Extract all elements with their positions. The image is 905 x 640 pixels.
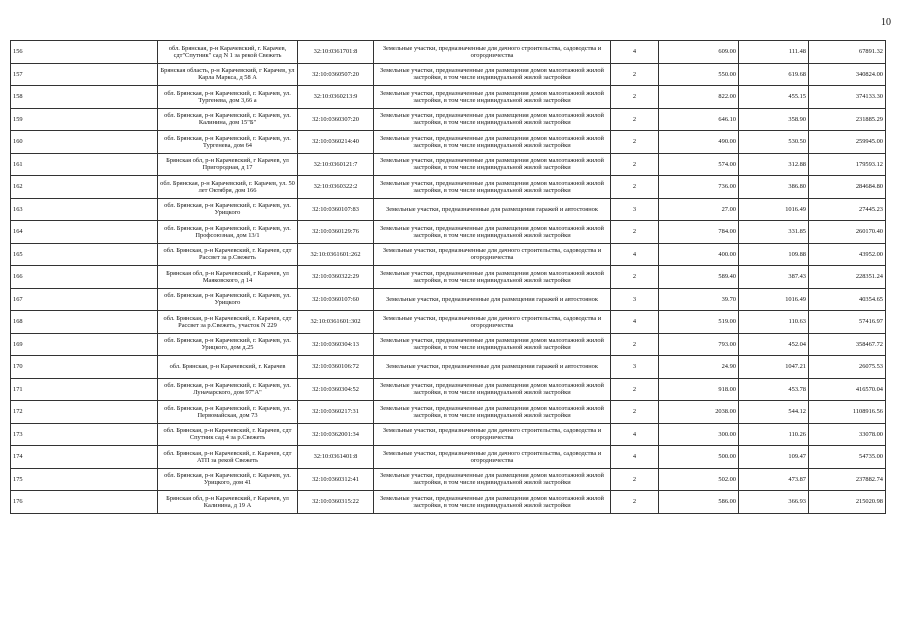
specific-value-cell: 544.12 [739,401,809,424]
group-number-cell: 2 [611,86,659,109]
permitted-use-cell: Земельные участки, предназначенные для размещения домов малоэтажной жилой застройки, в том числе индивидуальной жилой застройки [374,468,611,491]
cadastral-value-cell: 259945.00 [809,131,886,154]
group-number-cell: 4 [611,423,659,446]
group-number-cell: 2 [611,378,659,401]
group-number-cell: 2 [611,468,659,491]
specific-value-cell: 331.85 [739,221,809,244]
row-number: 157 [11,63,158,86]
row-number: 165 [11,243,158,266]
address-cell: обл. Брянская, р-н Карачевский, г. Карачев, ул. Урицкого [158,288,298,311]
group-number-cell: 4 [611,41,659,64]
table-row [11,266,886,289]
permitted-use-cell: Земельные участки, предназначенные для размещения домов малоэтажной жилой застройки, в том числе индивидуальной жилой застройки [374,153,611,176]
cadastral-value-cell: 33078.00 [809,423,886,446]
group-number-cell: 2 [611,221,659,244]
area-cell: 502.00 [659,468,739,491]
row-number: 171 [11,378,158,401]
area-cell: 736.00 [659,176,739,199]
specific-value-cell: 1016.49 [739,198,809,221]
table-row [11,108,886,131]
cadastral-number-cell: 32:10:0362001:34 [298,423,374,446]
cadastral-number-cell: 32:10:0360107:60 [298,288,374,311]
area-cell: 500.00 [659,446,739,469]
table-row [11,401,886,424]
area-cell: 822.00 [659,86,739,109]
address-cell: обл. Брянская, р-н Карачевский, г. Карачев, ул. Калинина, дом 15"Б" [158,108,298,131]
group-number-cell: 2 [611,333,659,356]
row-number: 164 [11,221,158,244]
row-number: 176 [11,491,158,514]
address-cell: обл. Брянская, р-н Карачевский, г. Карачев, сдт Рассвет за р.Свежеть, участок N 229 [158,311,298,334]
cadastral-value-cell: 43952.00 [809,243,886,266]
table-row [11,468,886,491]
area-cell: 39.70 [659,288,739,311]
area-cell: 918.00 [659,378,739,401]
address-cell: обл. Брянская, р-н Карачевский, г. Карачев, ул. Урицкого, дом 41 [158,468,298,491]
specific-value-cell: 473.87 [739,468,809,491]
address-cell: обл. Брянская, р-н Карачевский, г. Карачев, ул. Профсоюзная, дом 13/1 [158,221,298,244]
table-row [11,221,886,244]
permitted-use-cell: Земельные участки, предназначенные для размещения домов малоэтажной жилой застройки, в том числе индивидуальной жилой застройки [374,131,611,154]
table-row [11,41,886,64]
permitted-use-cell: Земельные участки, предназначенные для дачного строительства, садоводства и огородничества [374,423,611,446]
specific-value-cell: 111.48 [739,41,809,64]
cadastral-value-cell: 67891.32 [809,41,886,64]
specific-value-cell: 109.88 [739,243,809,266]
cadastral-value-cell: 54735.00 [809,446,886,469]
cadastral-value-cell: 1108916.56 [809,401,886,424]
cadastral-value-cell: 340824.00 [809,63,886,86]
permitted-use-cell: Земельные участки, предназначенные для размещения домов малоэтажной жилой застройки, в том числе индивидуальной жилой застройки [374,108,611,131]
table-row [11,491,886,514]
cadastral-number-cell: 32:10:0360107:83 [298,198,374,221]
specific-value-cell: 455.15 [739,86,809,109]
group-number-cell: 2 [611,491,659,514]
group-number-cell: 2 [611,131,659,154]
group-number-cell: 3 [611,198,659,221]
cadastral-number-cell: 32:10:0360129:76 [298,221,374,244]
permitted-use-cell: Земельные участки, предназначенные для размещения домов малоэтажной жилой застройки, в том числе индивидуальной жилой застройки [374,86,611,109]
address-cell: обл. Брянская, р-н Карачевский, г. Карачев [158,356,298,379]
address-cell: обл. Брянская, р-н Карачевский, г. Карачев, сдт АТП за рекой Свежеть [158,446,298,469]
group-number-cell: 2 [611,401,659,424]
specific-value-cell: 530.50 [739,131,809,154]
address-cell: Брянская обл, р-н Карачевский, г Карачев, ул Калинина, д 19 А [158,491,298,514]
table-row [11,311,886,334]
permitted-use-cell: Земельные участки, предназначенные для размещения домов малоэтажной жилой застройки, в том числе индивидуальной жилой застройки [374,63,611,86]
row-number: 169 [11,333,158,356]
area-cell: 574.00 [659,153,739,176]
row-number: 174 [11,446,158,469]
table-row [11,198,886,221]
cadastral-value-cell: 284684.80 [809,176,886,199]
cadastral-value-cell: 416570.04 [809,378,886,401]
specific-value-cell: 110.26 [739,423,809,446]
specific-value-cell: 386.80 [739,176,809,199]
cadastral-value-cell: 27445.23 [809,198,886,221]
area-cell: 550.00 [659,63,739,86]
permitted-use-cell: Земельные участки, предназначенные для размещения домов малоэтажной жилой застройки, в том числе индивидуальной жилой застройки [374,333,611,356]
address-cell: обл. Брянская, р-н Карачевский, г. Карачев, ул. Тургенева, дом 3,66 а [158,86,298,109]
specific-value-cell: 1047.21 [739,356,809,379]
row-number: 163 [11,198,158,221]
row-number: 166 [11,266,158,289]
row-number: 170 [11,356,158,379]
table-row [11,423,886,446]
group-number-cell: 2 [611,176,659,199]
specific-value-cell: 358.90 [739,108,809,131]
address-cell: обл. Брянская, р-н Карачевский, г. Карачев, ул. Луначарского, дом 97"А" [158,378,298,401]
permitted-use-cell: Земельные участки, предназначенные для дачного строительства, садоводства и огородничества [374,243,611,266]
address-cell: обл. Брянская, р-н Карачевский, г. Карачев, ул. Первомайская, дом 73 [158,401,298,424]
address-cell: обл. Брянская, р-н Карачевский, г. Карачев, сдт Рассвет за р.Свежеть [158,243,298,266]
permitted-use-cell: Земельные участки, предназначенные для размещения домов малоэтажной жилой застройки, в том числе индивидуальной жилой застройки [374,491,611,514]
row-number: 160 [11,131,158,154]
cadastral-value-cell: 231885.29 [809,108,886,131]
specific-value-cell: 452.04 [739,333,809,356]
permitted-use-cell: Земельные участки, предназначенные для размещения домов малоэтажной жилой застройки, в том числе индивидуальной жилой застройки [374,221,611,244]
address-cell: Брянская область, р-н Карачевский, г Карачев, ул Карла Маркса, д 58 А [158,63,298,86]
specific-value-cell: 110.63 [739,311,809,334]
address-cell: Брянская обл, р-н Карачевский, г Карачев, ул Маяковского, д 14 [158,266,298,289]
table-row [11,63,886,86]
cadastral-number-cell: 32:10:0360106:72 [298,356,374,379]
cadastral-value-cell: 57416.97 [809,311,886,334]
group-number-cell: 4 [611,446,659,469]
area-cell: 646.10 [659,108,739,131]
row-number: 161 [11,153,158,176]
table-row [11,176,886,199]
cadastral-number-cell: 32:10:0360312:41 [298,468,374,491]
address-cell: обл. Брянская, р-н Карачевский, г. Карачев, ул. 50 лет Октября, дом 166 [158,176,298,199]
permitted-use-cell: Земельные участки, предназначенные для размещения гаражей и автостоянок [374,288,611,311]
cadastral-value-cell: 40354.65 [809,288,886,311]
row-number: 168 [11,311,158,334]
cadastral-number-cell: 32:10:0360213:9 [298,86,374,109]
permitted-use-cell: Земельные участки, предназначенные для размещения домов малоэтажной жилой застройки, в том числе индивидуальной жилой застройки [374,378,611,401]
table-row [11,131,886,154]
row-number: 158 [11,86,158,109]
area-cell: 519.00 [659,311,739,334]
group-number-cell: 2 [611,153,659,176]
permitted-use-cell: Земельные участки, предназначенные для размещения гаражей и автостоянок [374,198,611,221]
area-cell: 2038.00 [659,401,739,424]
area-cell: 400.00 [659,243,739,266]
table-row [11,356,886,379]
specific-value-cell: 619.68 [739,63,809,86]
table-row [11,288,886,311]
cadastral-number-cell: 32:10:0360214:40 [298,131,374,154]
cadastral-number-cell: 32:10:0361601:302 [298,311,374,334]
specific-value-cell: 1016.49 [739,288,809,311]
permitted-use-cell: Земельные участки, предназначенные для размещения домов малоэтажной жилой застройки, в том числе индивидуальной жилой застройки [374,401,611,424]
cadastral-value-cell: 179593.12 [809,153,886,176]
page-number: 10 [881,17,891,28]
area-cell: 586.00 [659,491,739,514]
address-cell: обл. Брянская, р-н Карачевский, г. Карачев, ул. Урицкого [158,198,298,221]
area-cell: 490.00 [659,131,739,154]
row-number: 175 [11,468,158,491]
specific-value-cell: 387.43 [739,266,809,289]
group-number-cell: 3 [611,356,659,379]
table-row [11,153,886,176]
cadastral-number-cell: 32:10:0360304:52 [298,378,374,401]
row-number: 173 [11,423,158,446]
cadastral-number-cell: 32:10:0361401:8 [298,446,374,469]
table-row [11,86,886,109]
group-number-cell: 2 [611,63,659,86]
address-cell: обл. Брянская, р-н Карачевский, г. Карачев, сдт"Спутник" сад N 1 за рекой Свежеть [158,41,298,64]
row-number: 162 [11,176,158,199]
specific-value-cell: 312.88 [739,153,809,176]
area-cell: 784.00 [659,221,739,244]
group-number-cell: 4 [611,311,659,334]
row-number: 167 [11,288,158,311]
table-row [11,243,886,266]
cadastral-value-cell: 237882.74 [809,468,886,491]
cadastral-number-cell: 32:10:0360217:31 [298,401,374,424]
cadastral-value-cell: 26075.53 [809,356,886,379]
cadastral-value-cell: 228351.24 [809,266,886,289]
table-row [11,446,886,469]
table-row [11,333,886,356]
area-cell: 609.00 [659,41,739,64]
permitted-use-cell: Земельные участки, предназначенные для размещения домов малоэтажной жилой застройки, в том числе индивидуальной жилой застройки [374,176,611,199]
area-cell: 589.40 [659,266,739,289]
permitted-use-cell: Земельные участки, предназначенные для дачного строительства, садоводства и огородничества [374,41,611,64]
area-cell: 793.00 [659,333,739,356]
row-number: 172 [11,401,158,424]
specific-value-cell: 366.93 [739,491,809,514]
group-number-cell: 2 [611,108,659,131]
address-cell: Брянская обл, р-н Карачевский, г Карачев, ул Пригородная, д 17 [158,153,298,176]
permitted-use-cell: Земельные участки, предназначенные для размещения гаражей и автостоянок [374,356,611,379]
row-number: 156 [11,41,158,64]
cadastral-number-cell: 32:10:0361601:262 [298,243,374,266]
cadastral-value-cell: 215020.98 [809,491,886,514]
cadastral-number-cell: 32:10:0361701:8 [298,41,374,64]
cadastral-value-cell: 374133.30 [809,86,886,109]
cadastral-number-cell: 32:10:0360322:29 [298,266,374,289]
cadastral-value-cell: 260170.40 [809,221,886,244]
group-number-cell: 4 [611,243,659,266]
address-cell: обл. Брянская, р-н Карачевский, г. Карачев, ул. Урицкого, дом д.25 [158,333,298,356]
area-cell: 300.00 [659,423,739,446]
permitted-use-cell: Земельные участки, предназначенные для дачного строительства, садоводства и огородничества [374,311,611,334]
group-number-cell: 2 [611,266,659,289]
cadastral-number-cell: 32:10:0360121:7 [298,153,374,176]
address-cell: обл. Брянская, р-н Карачевский, г. Карачев, сдт Спутник сад 4 за р.Свежеть [158,423,298,446]
permitted-use-cell: Земельные участки, предназначенные для размещения домов малоэтажной жилой застройки, в том числе индивидуальной жилой застройки [374,266,611,289]
cadastral-number-cell: 32:10:0360315:22 [298,491,374,514]
cadastral-number-cell: 32:10:0360304:13 [298,333,374,356]
permitted-use-cell: Земельные участки, предназначенные для дачного строительства, садоводства и огородничества [374,446,611,469]
area-cell: 24.90 [659,356,739,379]
area-cell: 27.00 [659,198,739,221]
specific-value-cell: 453.78 [739,378,809,401]
cadastral-value-cell: 358467.72 [809,333,886,356]
address-cell: обл. Брянская, р-н Карачевский, г. Карачев, ул. Тургенева, дом 64 [158,131,298,154]
cadastral-number-cell: 32:10:0360307:20 [298,108,374,131]
group-number-cell: 3 [611,288,659,311]
cadastral-number-cell: 32:10:0360507:20 [298,63,374,86]
specific-value-cell: 109.47 [739,446,809,469]
row-number: 159 [11,108,158,131]
table-row [11,378,886,401]
land-plots-table [10,40,886,514]
cadastral-number-cell: 32:10:0360322:2 [298,176,374,199]
